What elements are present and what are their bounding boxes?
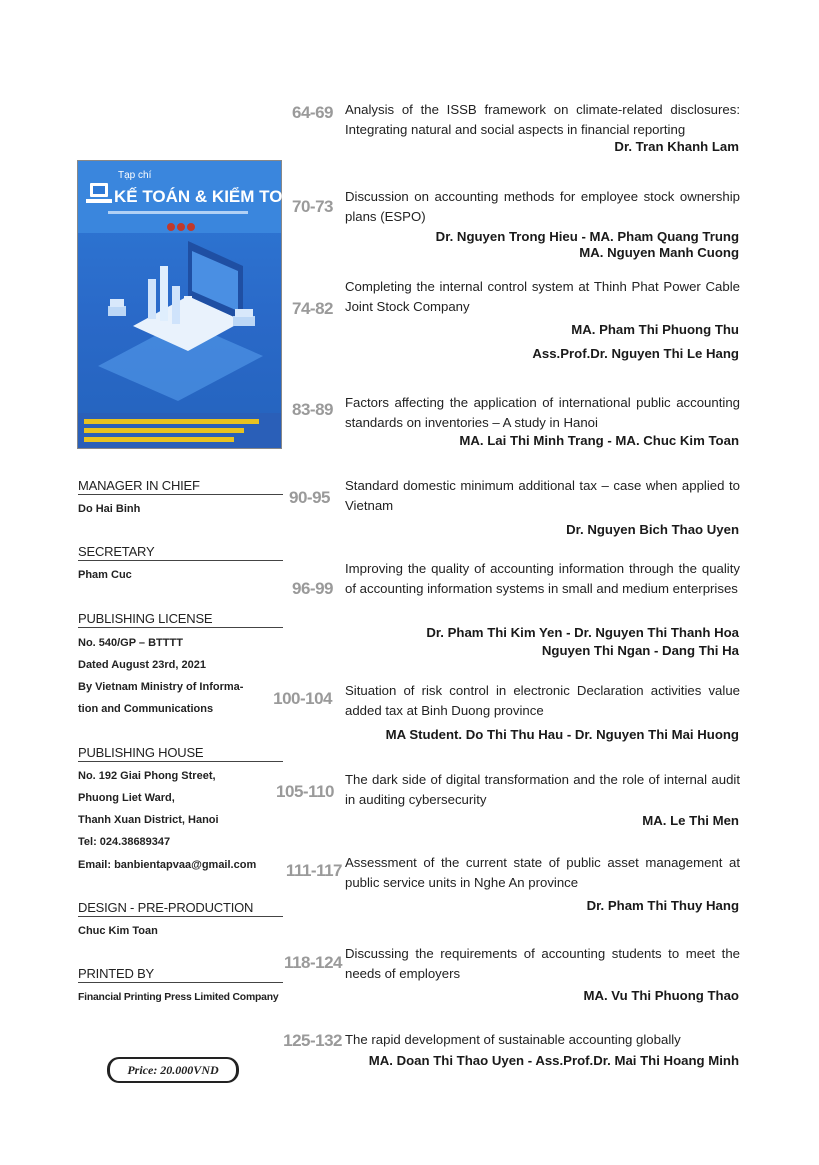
entry-pages: 74-82 (292, 299, 333, 318)
entry-author: MA. Doan Thi Thao Uyen - Ass.Prof.Dr. Mai Thi Hoang Minh (368, 1053, 739, 1068)
entry-pages: 111-117 (285, 861, 342, 880)
entry-author: Dr. Nguyen Bich Thao Uyen (566, 522, 739, 537)
entry-author: Dr. Tran Khanh Lam (614, 139, 739, 154)
license-line: No. 540/GP – BTTTT (78, 637, 183, 649)
publishing-house-heading: PUBLISHING HOUSE (78, 745, 283, 762)
magazine-cover-image (77, 160, 307, 449)
cover-illustration (78, 161, 307, 448)
entry-title: Discussion on accounting methods for employee stock ownership plans (ESPO) (345, 189, 740, 224)
printed-heading: PRINTED BY (78, 966, 283, 983)
design-name: Chuc Kim Toan (78, 925, 158, 937)
entry-author: Dr. Pham Thi Thuy Hang (586, 898, 739, 913)
entry-title: Discussing the requirements of accounting students to meet the needs of employers (345, 946, 740, 981)
secretary-name: Pham Cuc (78, 569, 132, 581)
entry-title: Improving the quality of accounting information through the quality of accounting information systems in small and medium enterprises (345, 561, 740, 596)
entry-author: MA. Nguyen Manh Cuong (579, 245, 739, 260)
printer-name: Financial Printing Press Limited Company (78, 992, 279, 1003)
entry-title: Situation of risk control in electronic Declaration activities value added tax at Binh Duong province (345, 683, 740, 718)
license-heading: PUBLISHING LICENSE (78, 611, 283, 628)
entry-author: Ass.Prof.Dr. Nguyen Thi Le Hang (532, 346, 739, 361)
address-line: Phuong Liet Ward, (78, 792, 175, 804)
entry-author: Dr. Pham Thi Kim Yen - Dr. Nguyen Thi Thanh Hoa (426, 625, 739, 640)
license-line: tion and Communications (78, 703, 214, 715)
license-line: By Vietnam Ministry of Informa- (78, 681, 244, 693)
entry-title: The dark side of digital transformation and the role of internal audit in auditing cybersecurity (345, 772, 740, 807)
entry-title: Assessment of the current state of public asset management at public service units in Nghe An province (345, 855, 740, 890)
manager-heading: MANAGER IN CHIEF (78, 478, 283, 495)
entry-title: Factors affecting the application of international public accounting standards on inventories – A study in Hanoi (345, 395, 740, 430)
entry-title: The rapid development of sustainable accounting globally (345, 1032, 681, 1047)
entry-author: Dr. Nguyen Trong Hieu - MA. Pham Quang Trung (435, 229, 739, 244)
cover-masthead: KẾ TOÁN & KIỂM TOÁN (114, 187, 307, 206)
address-line: No. 192 Giai Phong Street, (78, 770, 216, 782)
entry-title: Standard domestic minimum additional tax – case when applied to Vietnam (345, 478, 740, 513)
design-heading: DESIGN - PRE-PRODUCTION (78, 900, 283, 917)
entry-author: MA Student. Do Thi Thu Hau - Dr. Nguyen Thi Mai Huong (385, 727, 739, 742)
entry-pages: 96-99 (292, 579, 333, 598)
manager-name: Do Hai Binh (78, 503, 141, 515)
entry-pages: 105-110 (276, 782, 334, 801)
entry-author: MA. Pham Thi Phuong Thu (571, 322, 739, 337)
entry-pages: 64-69 (292, 103, 333, 122)
phone-line: Tel: 024.38689347 (78, 836, 171, 848)
secretary-heading: SECRETARY (78, 544, 283, 561)
cover-tap-chi: Tạp chí (118, 170, 152, 181)
entry-pages: 83-89 (292, 400, 333, 419)
entry-author: Nguyen Thi Ngan - Dang Thi Ha (541, 643, 739, 658)
entry-pages: 125-132 (283, 1031, 342, 1050)
entry-title: Completing the internal control system at Thinh Phat Power Cable Joint Stock Company (345, 279, 740, 314)
entry-author: MA. Le Thi Men (642, 813, 739, 828)
entry-pages: 90-95 (289, 488, 330, 507)
entry-title: Analysis of the ISSB framework on climate-related disclosures: Integrating natural and social aspects in financial reporting (345, 102, 740, 137)
price-badge: Price: 20.000VND (107, 1057, 239, 1083)
address-line: Thanh Xuan District, Hanoi (78, 814, 219, 826)
entry-author: MA. Lai Thi Minh Trang - MA. Chuc Kim Toan (459, 433, 739, 448)
entry-pages: 118-124 (284, 953, 342, 972)
license-line: Dated August 23rd, 2021 (78, 659, 206, 671)
entry-author: MA. Vu Thi Phuong Thao (583, 988, 739, 1003)
email-line: Email: banbientapvaa@gmail.com (78, 859, 257, 871)
entry-pages: 70-73 (292, 197, 333, 216)
entry-pages: 100-104 (273, 689, 332, 708)
